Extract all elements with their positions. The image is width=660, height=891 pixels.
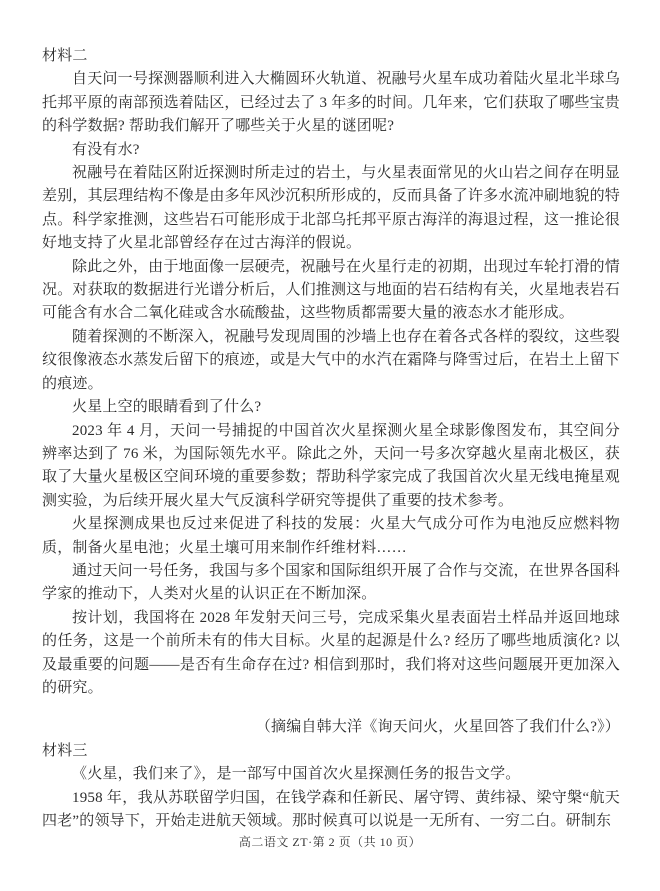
eyes-paragraph-4: 按计划，我国将在 2028 年发射天问三号，完成采集火星表面岩土样品并返回地球的任务，这是一个前所未有的伟大目标。火星的起源是什么? 经历了哪些地质演化? 以及最重要的问题——是否有生命存在过? 相信到那时，我们将对这些问题展开更加深入的研究。 bbox=[42, 609, 620, 696]
material-three-paragraph-1: 《火星，我们来了》，是一部写中国首次火星探测任务的报告文学。 bbox=[72, 766, 521, 783]
material-two-intro-paragraph: 自天问一号探测器顺利进入大椭圆环火轨道、祝融号火星车成功着陆火星北半球乌托邦平原的南部预选着陆区，已经过去了 3 年多的时间。几年来，它们获取了哪些宝贵的科学数据? 帮助我们解开了哪些关于火星的谜团呢? bbox=[42, 71, 621, 135]
eyes-paragraph-2: 火星探测成果也反过来促进了科技的发展：火星大气成分可作为电池反应燃料物质，制备火星电池；火星土壤可用来制作纤维材料…… bbox=[42, 516, 620, 556]
source-attribution: （摘编自韩大洋《询天问火，火星回答了我们什么?》） bbox=[255, 719, 620, 736]
subheading-eyes-question: 火星上空的眼睛看到了什么? bbox=[72, 399, 262, 416]
material-two-heading: 材料二 bbox=[42, 48, 88, 64]
water-paragraph-3: 随着探测的不断深入，祝融号发现周围的沙墙上也存在着各式各样的裂纹，这些裂纹很像液态水蒸发后留下的痕迹，或是大气中的水汽在霜降与降雪过后，在岩土上留下的痕迹。 bbox=[42, 328, 620, 392]
document-body bbox=[42, 45, 620, 833]
material-three-heading: 材料三 bbox=[42, 742, 88, 759]
water-paragraph-2: 除此之外，由于地面像一层硬壳，祝融号在火星行走的初期，出现过车轮打滑的情况。对获取的数据进行光谱分析后，人们推测这与地面的岩石结构有关，火星地表岩石可能含有水合二氧化硅或含水硫酸盐，这些物质都需要大量的液态水才能形成。 bbox=[42, 258, 620, 322]
eyes-paragraph-1: 2023 年 4 月，天问一号捕捉的中国首次火星探测火星全球影像图发布，其空间分辨率达到了 76 米，为国际领先水平。除此之外，天问一号多次穿越火星南北极区，获取了大量火星极区空间环境的重要参数；帮助科学家完成了我国首次火星无线电掩星观测实验，为后续开展火星大气反演科学研究等提供了重要的技术参考。 bbox=[42, 422, 620, 509]
material-three-paragraph-2: 1958 年，我从苏联留学归国，在钱学森和任新民、屠守锷、黄纬禄、梁守槃“航天四老”的领导下，开始走进航天领域。那时候真可以说是一无所有、一穷二白。研制东 bbox=[42, 789, 620, 829]
page-footer: 高二语文 ZT·第 2 页（共 10 页） bbox=[238, 835, 422, 849]
eyes-paragraph-3: 通过天问一号任务，我国与多个国家和国际组织开展了合作与交流，在世界各国科学家的推动下，人类对火星的认识正在不断加深。 bbox=[42, 562, 620, 603]
subheading-water-question: 有没有水? bbox=[72, 141, 140, 158]
water-paragraph-1: 祝融号在着陆区附近探测时所走过的岩土，与火星表面常见的火山岩之间存在明显差别，其层理结构不像是由多年风沙沉积所形成的，反而具备了许多水流冲刷地貌的特点。科学家推测，这些岩石可能形成于北部乌托邦平原古海洋的海退过程，这一推论很好地支持了火星北部曾经存在过古海洋的假说。 bbox=[42, 165, 620, 252]
